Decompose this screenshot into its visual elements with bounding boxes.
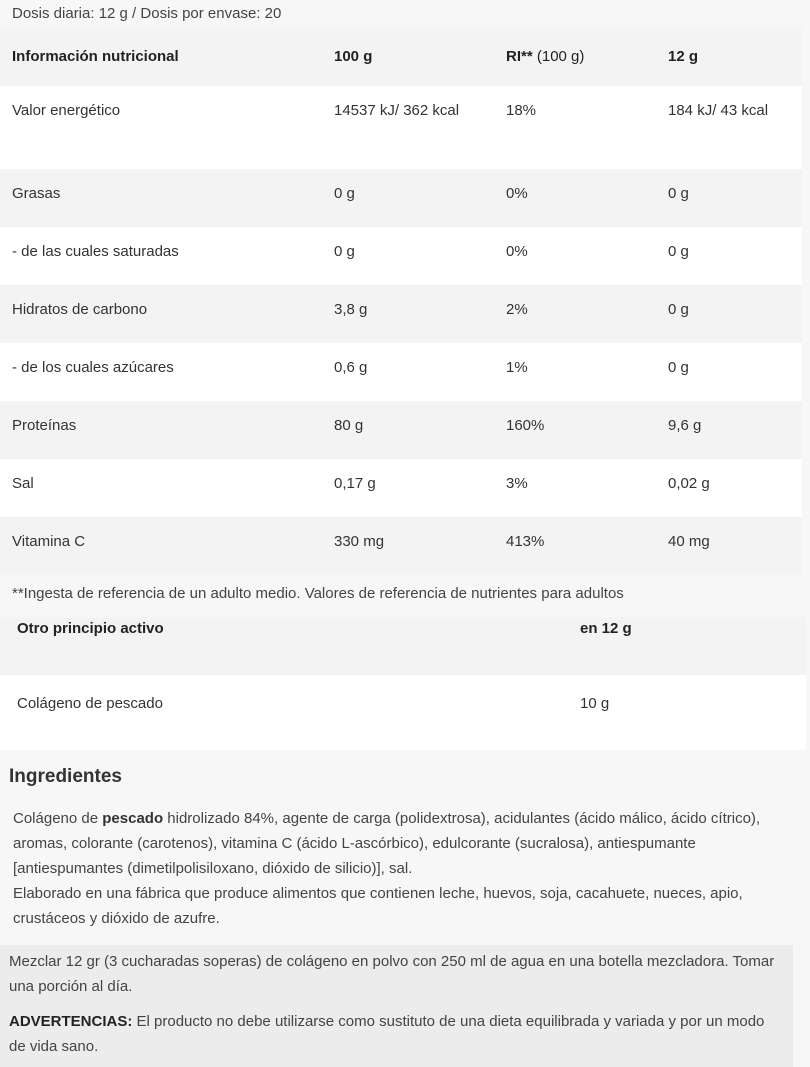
nutrient-name: - de los cuales azúcares xyxy=(0,343,322,401)
header-ri-label: RI** xyxy=(506,48,533,65)
header-ri xyxy=(494,28,656,86)
value-serving: 184 kJ/ 43 kcal xyxy=(656,86,802,169)
ingredients-text xyxy=(0,794,783,931)
value-100g: 330 mg xyxy=(322,517,494,575)
nutrition-table xyxy=(0,28,802,575)
usage-instructions: Mezclar 12 gr (3 cucharadas soperas) de colágeno en polvo con 250 ml de agua en una botella mezcladora. Tomar una porción al día. xyxy=(9,953,775,995)
ingredients-text-post: hidrolizado 84%, agente de carga (polidextrosa), acidulantes (ácido málico, ácido cítrico), aromas, colorante (carotenos), vitamina C (ácido L-ascórbico), edulcorante (sucralosa), antiespumante [antiespumantes (dimetilpolisiloxano, dióxido de silicio)], sal. xyxy=(13,810,761,877)
header-per-100g: 100 g xyxy=(322,28,494,86)
value-ri: 3% xyxy=(494,459,656,517)
usage-box xyxy=(0,945,793,1067)
value-ri: 160% xyxy=(494,401,656,459)
value-100g: 80 g xyxy=(322,401,494,459)
table-row xyxy=(0,285,802,343)
warning-label: ADVERTENCIAS: xyxy=(9,1013,133,1030)
active-header-amount: en 12 g xyxy=(563,617,806,675)
table-row xyxy=(0,675,806,750)
table-row xyxy=(0,86,802,169)
value-ri: 0% xyxy=(494,227,656,285)
active-name: Colágeno de pescado xyxy=(0,675,563,750)
value-serving: 9,6 g xyxy=(656,401,802,459)
value-100g: 3,8 g xyxy=(322,285,494,343)
table-row xyxy=(0,227,802,285)
table-row xyxy=(0,169,802,227)
active-header-row xyxy=(0,617,806,675)
nutrient-name: Proteínas xyxy=(0,401,322,459)
nutrient-name: Sal xyxy=(0,459,322,517)
value-ri: 1% xyxy=(494,343,656,401)
allergen-statement: Elaborado en una fábrica que produce alimentos que contienen leche, huevos, soja, cacahuete, nueces, apio, crustáceos y dióxido de azufre. xyxy=(13,885,743,927)
nutrient-name: Valor energético xyxy=(0,86,322,169)
nutrient-name: Grasas xyxy=(0,169,322,227)
nutrient-name: - de las cuales saturadas xyxy=(0,227,322,285)
table-row xyxy=(0,401,802,459)
value-serving: 0 g xyxy=(656,285,802,343)
value-serving: 0 g xyxy=(656,343,802,401)
warning-text: El producto no debe utilizarse como sustituto de una dieta equilibrada y variada y por un modo de vida sano. xyxy=(9,1013,765,1055)
table-row xyxy=(0,517,802,575)
header-ri-unit: (100 g) xyxy=(536,48,585,65)
value-ri: 18% xyxy=(494,86,656,169)
active-ingredient-table xyxy=(0,617,806,750)
table-row xyxy=(0,343,802,401)
value-ri: 413% xyxy=(494,517,656,575)
nutrient-name: Vitamina C xyxy=(0,517,322,575)
value-ri: 2% xyxy=(494,285,656,343)
ingredients-text-bold: pescado xyxy=(102,810,164,827)
header-per-serving: 12 g xyxy=(656,28,802,86)
header-nutrient: Información nutricional xyxy=(0,28,322,86)
nutrient-name: Hidratos de carbono xyxy=(0,285,322,343)
reference-note: **Ingesta de referencia de un adulto medio. Valores de referencia de nutrientes para adultos xyxy=(12,585,624,602)
dose-line: Dosis diaria: 12 g / Dosis por envase: 20 xyxy=(12,5,282,22)
value-ri: 0% xyxy=(494,169,656,227)
table-row xyxy=(0,459,802,517)
value-serving: 0,02 g xyxy=(656,459,802,517)
value-100g: 0,6 g xyxy=(322,343,494,401)
value-serving: 0 g xyxy=(656,169,802,227)
value-100g: 0,17 g xyxy=(322,459,494,517)
warning-paragraph xyxy=(9,1009,785,1059)
value-100g: 14537 kJ/ 362 kcal xyxy=(322,86,494,169)
nutrition-header-row xyxy=(0,28,802,86)
ingredients-title: Ingredientes xyxy=(9,766,122,787)
value-serving: 0 g xyxy=(656,227,802,285)
value-serving: 40 mg xyxy=(656,517,802,575)
active-amount: 10 g xyxy=(563,675,806,750)
value-100g: 0 g xyxy=(322,227,494,285)
active-header-label: Otro principio activo xyxy=(0,617,563,675)
value-100g: 0 g xyxy=(322,169,494,227)
ingredients-text-pre: Colágeno de xyxy=(13,810,103,827)
